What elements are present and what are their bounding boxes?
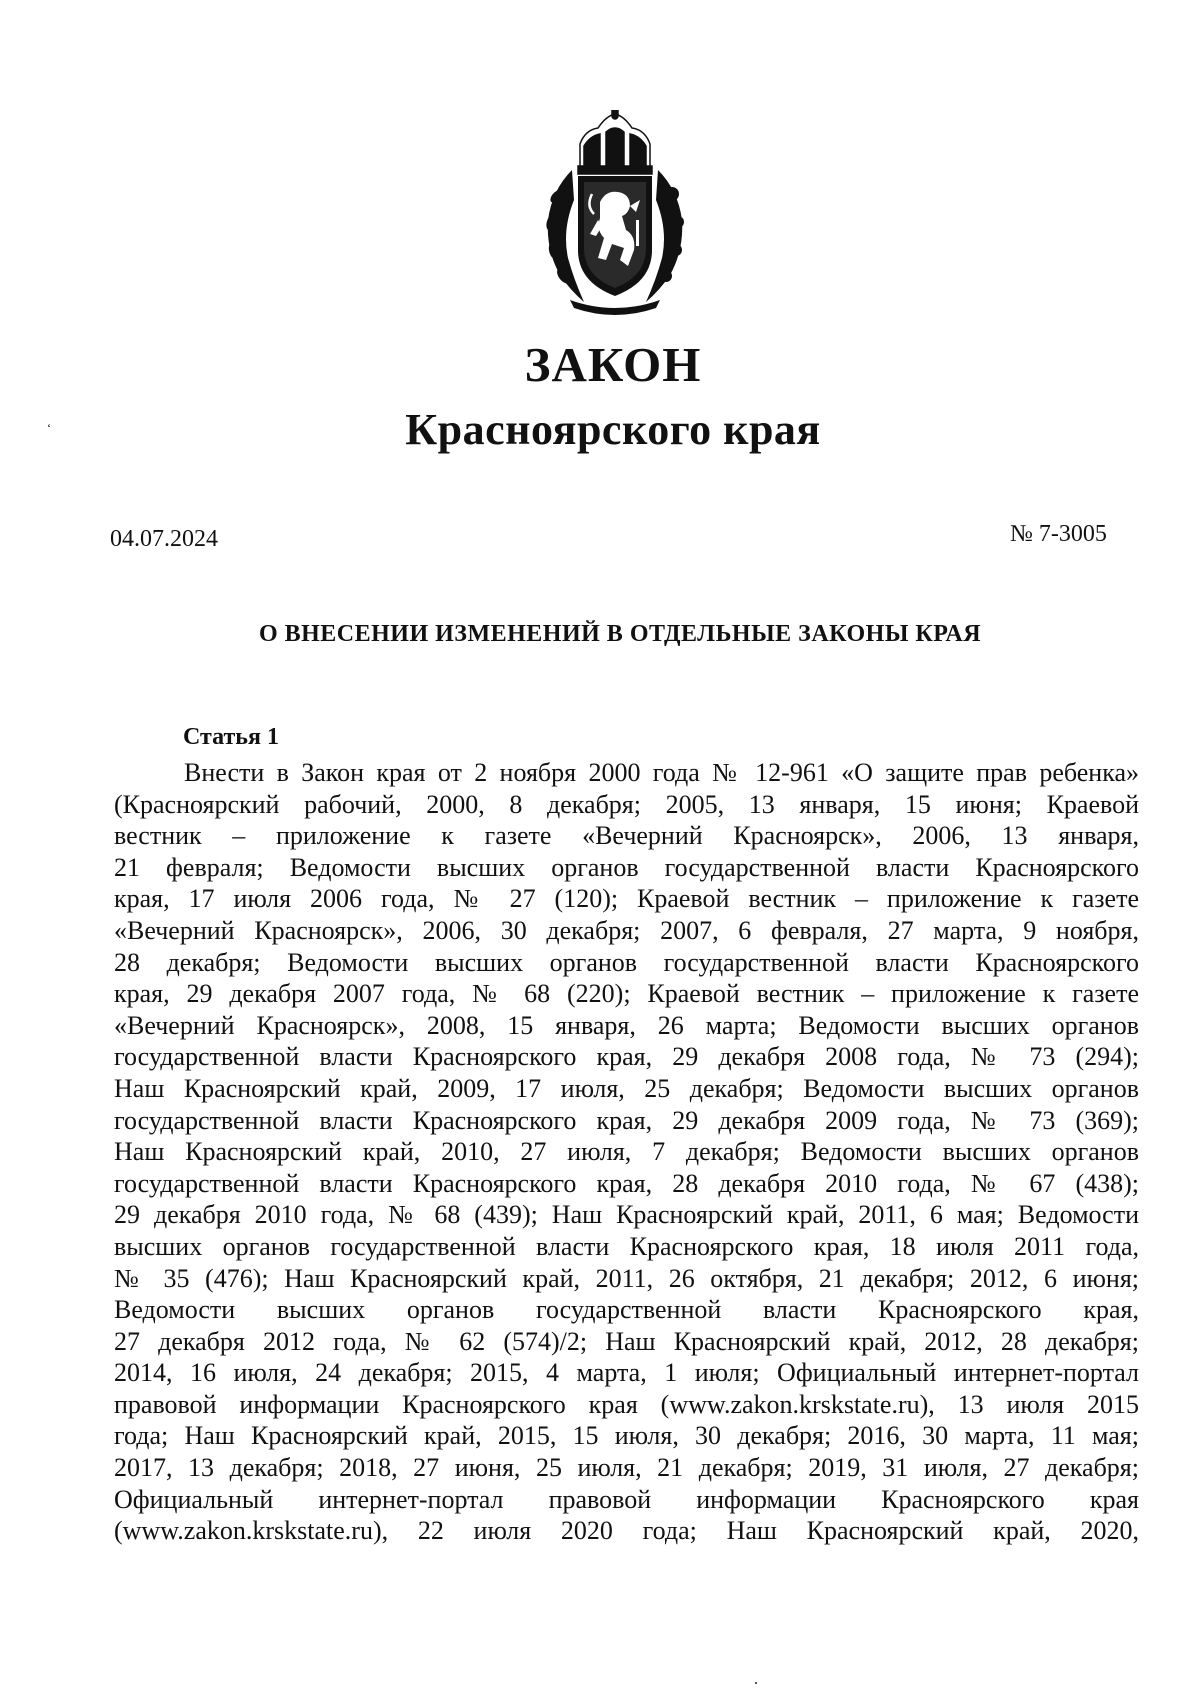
document-title: ЗАКОН — [524, 337, 702, 392]
article-line: 2014, 16 июля, 24 декабря; 2015, 4 марта, 1 июля; Официальный интернет-портал — [114, 1358, 1139, 1388]
article-line: 2017, 13 декабря; 2018, 27 июня, 25 июля, 21 декабря; 2019, 31 июля, 27 декабря; — [114, 1453, 1139, 1483]
document-number: № 7-3005 — [1010, 521, 1107, 547]
article-line: государственной власти Красноярского края, 29 декабря 2009 года, № 73 (369); — [114, 1105, 1139, 1135]
article-line: Наш Красноярский край, 2010, 27 июля, 7 декабря; Ведомости высших органов — [114, 1137, 1139, 1167]
article-line: Официальный интернет-портал правовой информации Красноярского края — [114, 1484, 1139, 1514]
article-line: № 35 (476); Наш Красноярский край, 2011, 26 октября, 21 декабря; 2012, 6 июня; — [114, 1263, 1139, 1293]
article-line: «Вечерний Красноярск», 2008, 15 января, 26 марта; Ведомости высших органов — [114, 1010, 1139, 1040]
document-date: 04.07.2024 — [110, 526, 218, 552]
article-line: Ведомости высших органов государственной власти Красноярского края, — [114, 1295, 1139, 1325]
article-line: 28 декабря; Ведомости высших органов государственной власти Красноярского — [114, 947, 1139, 977]
article-line: вестник – приложение к газете «Вечерний Красноярск», 2006, 13 января, — [114, 821, 1139, 851]
document-subtitle: Красноярского края — [405, 405, 821, 454]
article-title: Статья 1 — [183, 724, 279, 750]
document-heading: О ВНЕСЕНИИ ИЗМЕНЕНИЙ В ОТДЕЛЬНЫЕ ЗАКОНЫ КРАЯ — [258, 621, 982, 647]
scan-artifact-dot — [755, 1682, 757, 1684]
article-line: 27 декабря 2012 года, № 62 (574)/2; Наш Красноярский край, 2012, 28 декабря; — [114, 1326, 1139, 1356]
article-line: (www.zakon.krskstate.ru), 22 июля 2020 года; Наш Красноярский край, 2020, — [114, 1516, 1139, 1546]
article-line: Наш Красноярский край, 2009, 17 июля, 25 декабря; Ведомости высших органов — [114, 1073, 1139, 1103]
scan-artifact-mark: ‘ — [47, 421, 51, 435]
article-body — [114, 757, 1139, 1547]
article-line: 29 декабря 2010 года, № 68 (439); Наш Красноярский край, 2011, 6 мая; Ведомости — [114, 1200, 1139, 1230]
article-line: Внести в Закон края от 2 ноября 2000 года № 12-961 «О защите прав ребенка» — [184, 758, 1139, 787]
article-line: правовой информации Красноярского края (www.zakon.krskstate.ru), 13 июля 2015 — [114, 1389, 1139, 1419]
article-line: края, 29 декабря 2007 года, № 68 (220); Краевой вестник – приложение к газете — [114, 979, 1139, 1009]
article-line: высших органов государственной власти Красноярского края, 18 июля 2011 года, — [114, 1231, 1139, 1261]
article-line: года; Наш Красноярский край, 2015, 15 июля, 30 декабря; 2016, 30 марта, 11 мая; — [114, 1421, 1139, 1451]
article-line: (Красноярский рабочий, 2000, 8 декабря; 2005, 13 января, 15 июня; Краевой — [114, 789, 1139, 819]
article-line: края, 17 июля 2006 года, № 27 (120); Краевой вестник – приложение к газете — [114, 884, 1139, 914]
article-line: государственной власти Красноярского края, 28 декабря 2010 года, № 67 (438); — [114, 1168, 1139, 1198]
article-line: государственной власти Красноярского края, 29 декабря 2008 года, № 73 (294); — [114, 1042, 1139, 1072]
article-line: 21 февраля; Ведомости высших органов государственной власти Красноярского — [114, 852, 1139, 882]
article-line: «Вечерний Красноярск», 2006, 30 декабря; 2007, 6 февраля, 27 марта, 9 ноября, — [114, 915, 1139, 945]
krasnoyarsk-coat-of-arms-icon — [540, 110, 690, 316]
